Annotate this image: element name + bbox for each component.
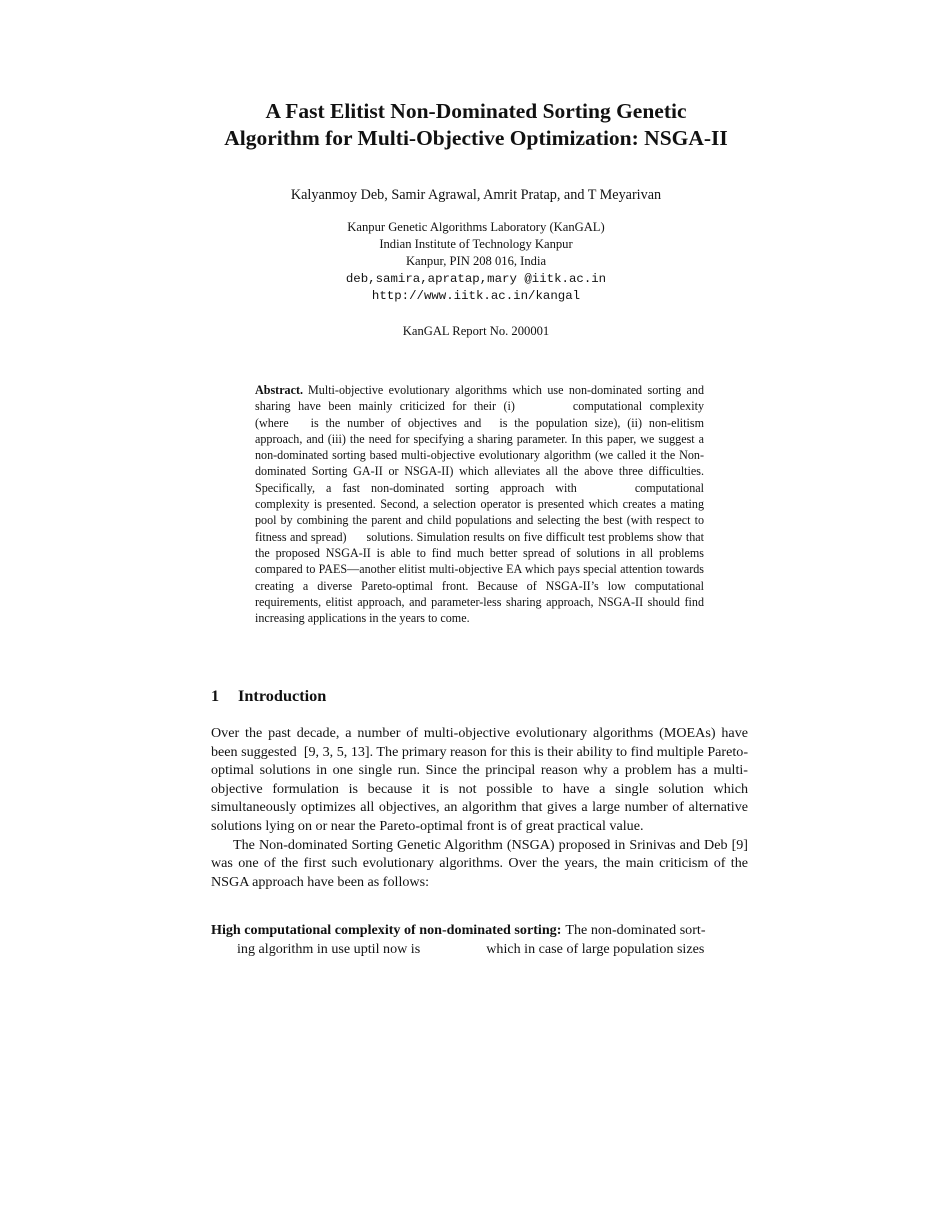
affiliation-lab: Kanpur Genetic Algorithms Laboratory (KanGAL)	[347, 220, 605, 234]
affiliation-institute: Indian Institute of Technology Kanpur	[379, 237, 573, 252]
criticism-text-2: ing algorithm in use uptil now is	[237, 940, 421, 957]
introduction-body	[211, 724, 748, 891]
affiliation-url[interactable]: http://www.iitk.ac.in/kangal	[371, 288, 581, 303]
paper-title	[0, 98, 952, 152]
title-line-2: Algorithm for Multi-Objective Optimization: NSGA-II	[224, 126, 728, 150]
intro-p1-text-a: Over the past decade, a number of multi-objective evolutionary algorithms (MOEAs) have been suggested	[211, 725, 748, 760]
criticism-continuation	[211, 940, 757, 959]
criticism-text-3: which in case of large population sizes	[486, 940, 705, 957]
abstract	[255, 382, 704, 626]
criticism-text-1: The non-dominated sort-	[565, 922, 706, 938]
abstract-text-3: is the number of objectives and	[310, 415, 482, 430]
section-title: Introduction	[238, 686, 327, 705]
abstract-text-4: is the population size), (ii) non-elitism approach, and (iii) the need for specifying a sharing parameter. In this paper, we suggest a non-dominated sorting based multi-objective evolutionary algorithm (we called it the Non-dominated Sorting GA-II or NSGA-II) which alleviates all the above three difficulties. Specifically, a fast non-dominated sorting approach with	[255, 415, 705, 495]
affiliation-block	[0, 219, 952, 305]
criticism-item	[211, 921, 757, 958]
section-number: 1	[211, 686, 220, 705]
title-line-1: A Fast Elitist Non-Dominated Sorting Genetic	[265, 99, 687, 123]
affiliation-address: Kanpur, PIN 208 016, India	[405, 254, 547, 269]
section-heading	[211, 685, 326, 707]
affiliation-emails: deb,samira,apratap,mary @iitk.ac.in	[345, 271, 607, 286]
criticism-heading: High computational complexity of non-dominated sorting:	[211, 922, 562, 938]
author-list: Kalyanmoy Deb, Samir Agrawal, Amrit Pratap, and T Meyarivan	[290, 187, 662, 203]
abstract-text-1: Multi-objective evolutionary algorithms which use non-dominated sorting and sharing have been mainly criticized for their (i)	[255, 383, 704, 414]
citation-link[interactable]: [9, 3, 5, 13]	[303, 743, 370, 760]
abstract-text-5: computational complexity is presented. Second, a selection operator is presented which creates a mating pool by combining the parent and child populations and selecting the best (with respect to fitness and spread)	[255, 480, 704, 544]
abstract-text-6: solutions. Simulation results on five difficult test problems show that the proposed NSGA-II is able to find much better spread of solutions in all problems compared to PAES—another elitist multi-objective EA which pays special attention towards creating a diverse Pareto-optimal front. Because of NSGA-II’s low computational requirements, elitist approach, and parameter-less sharing approach, NSGA-II should find increasing applications in the years to come.	[255, 529, 704, 626]
report-number: KanGAL Report No. 200001	[402, 324, 550, 338]
abstract-text-2: computational complexity (where	[255, 399, 704, 430]
intro-paragraph-2: The Non-dominated Sorting Genetic Algorithm (NSGA) proposed in Srinivas and Deb [9] was one of the first such evolutionary algorithms. Over the years, the main criticism of the NSGA approach have been as follows:	[211, 836, 748, 890]
abstract-label: Abstract.	[255, 383, 304, 397]
intro-p1-text-b: . The primary reason for this is their ability to find multiple Pareto-optimal solutions in one single run. Since the principal reason why a problem has a multi-objective formulation is because it is not possible to have a single solution which simultaneously optimizes all objectives, an algorithm that gives a large number of alternative solutions lying on or near the Pareto-optimal front is of great practical value.	[211, 743, 749, 834]
intro-paragraph-1	[211, 724, 748, 836]
